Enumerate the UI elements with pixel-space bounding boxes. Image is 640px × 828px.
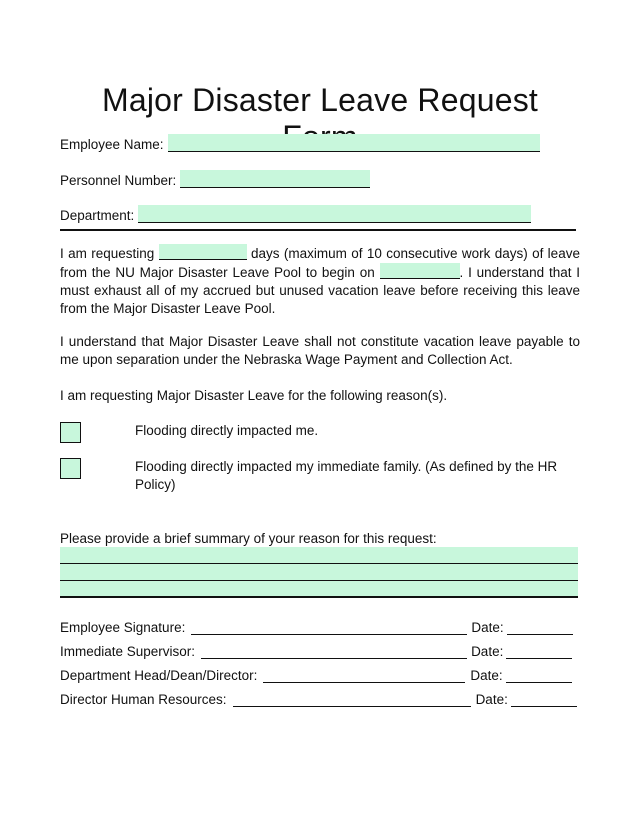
request-paragraph	[60, 244, 580, 318]
reason-family-label: Flooding directly impacted my immediate family. (As defined by the HR Policy)	[135, 459, 558, 492]
hr-director-signature-label: Director Human Resources:	[60, 692, 227, 707]
reason-self-checkbox[interactable]	[60, 422, 81, 443]
department-head-date-line[interactable]	[506, 668, 572, 683]
supervisor-signature-line[interactable]	[201, 644, 467, 659]
employee-signature-line[interactable]	[191, 620, 467, 635]
signature-row-hr-director	[60, 692, 580, 707]
department-head-signature-line[interactable]	[263, 668, 465, 683]
employee-signature-label: Employee Signature:	[60, 620, 186, 635]
employee-name-field[interactable]	[168, 134, 540, 152]
employee-date-label: Date:	[471, 620, 504, 635]
supervisor-date-line[interactable]	[506, 644, 572, 659]
summary-line-2[interactable]	[60, 564, 578, 581]
reason-family-checkbox[interactable]	[60, 458, 81, 479]
personnel-number-field[interactable]	[180, 170, 370, 188]
reason-row-family	[60, 458, 580, 494]
signature-row-supervisor	[60, 644, 580, 659]
days-requested-field[interactable]	[159, 244, 247, 260]
request-text-middle: days (maximum of 10 consecutive work days) of leave from the NU Major Disaster Leave Pool to begin on	[60, 246, 580, 280]
request-text-end: . I understand that I must exhaust all of my accrued but unused vacation leave before receiving this leave from the Major Disaster Leave Pool.	[60, 265, 580, 316]
supervisor-signature-label: Immediate Supervisor:	[60, 644, 196, 659]
section-divider	[60, 229, 576, 231]
employee-date-line[interactable]	[507, 620, 573, 635]
summary-line-1[interactable]	[60, 547, 578, 564]
summary-line-3[interactable]	[60, 581, 578, 598]
form-title: Major Disaster Leave Request	[101, 82, 539, 118]
reasons-intro: I am requesting Major Disaster Leave for the following reason(s).	[60, 388, 448, 403]
department-label: Department:	[60, 208, 135, 223]
request-text-start: I am requesting	[60, 246, 155, 261]
supervisor-date-label: Date:	[471, 644, 504, 659]
reason-self-label: Flooding directly impacted me.	[135, 423, 319, 438]
signature-row-employee	[60, 620, 580, 635]
personnel-number-label: Personnel Number:	[60, 173, 177, 188]
department-row	[60, 205, 531, 223]
personnel-number-row	[60, 170, 370, 188]
department-field[interactable]	[138, 205, 531, 223]
employee-name-row	[60, 134, 540, 152]
employee-name-label: Employee Name:	[60, 137, 164, 152]
understanding-paragraph: I understand that Major Disaster Leave shall not constitute vacation leave payable to me upon separation under the Nebraska Wage Payment and Collection Act.	[60, 334, 580, 367]
signature-row-department-head	[60, 668, 580, 683]
hr-director-date-label: Date:	[475, 692, 508, 707]
department-head-date-label: Date:	[470, 668, 503, 683]
reason-row-self	[60, 422, 580, 443]
hr-director-signature-line[interactable]	[233, 692, 471, 707]
hr-director-date-line[interactable]	[511, 692, 577, 707]
department-head-signature-label: Department Head/Dean/Director:	[60, 668, 258, 683]
summary-prompt: Please provide a brief summary of your reason for this request:	[60, 531, 437, 546]
begin-date-field[interactable]	[380, 263, 460, 279]
